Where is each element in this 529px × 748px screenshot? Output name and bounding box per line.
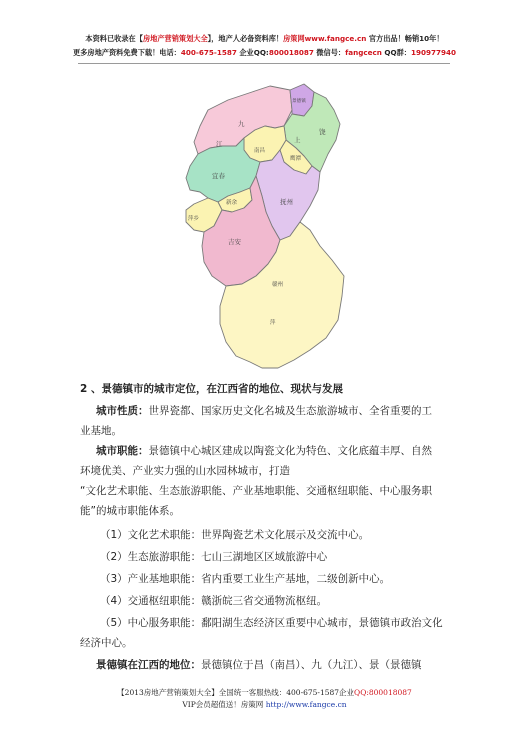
city-function-text: 景德镇中心城区建成以陶瓷文化为特色、文化底蕴丰厚、自然: [148, 445, 432, 457]
map-label-jingdezhen: 景德镇: [292, 99, 306, 104]
map-label-yichun: 宜春: [212, 172, 225, 180]
city-function-label: 城市职能：: [96, 445, 149, 457]
map-label-pingxiang: 萍乡: [188, 216, 200, 222]
function-item-2: （2）生态旅游职能：七山三湖地区区域旅游中心: [100, 551, 328, 563]
header-line-1: [0, 34, 529, 44]
wechat-id: fangcecn: [345, 48, 382, 57]
city-function-line-4: 能”的城市职能体系。: [80, 505, 180, 517]
map-label-jiang: 江: [216, 140, 223, 148]
footer-site-link[interactable]: http://www.fangce.cn: [265, 700, 347, 709]
jiangxi-status-line: [96, 658, 422, 672]
site-link[interactable]: 房策网www.fangce.cn: [283, 34, 367, 43]
header-divider: [78, 63, 450, 64]
header-line-2: [0, 48, 529, 58]
header-text: 微信号：: [313, 48, 346, 57]
function-item-1: （1）文化艺术职能：世界陶瓷艺术文化展示及交流中心。: [100, 529, 370, 541]
header-text: QQ群：: [381, 48, 411, 57]
map-label-ping: 萍: [270, 320, 276, 326]
city-nature-label: 城市性质：: [96, 405, 149, 417]
city-function-line-2: 环境优美、产业实力强的山水园林城市，打造: [80, 465, 290, 477]
city-function-line-1: [96, 444, 432, 458]
footer-line-1: [0, 687, 529, 698]
header-text: 】，地产人必备资料库！: [207, 34, 284, 43]
city-nature-line-2: 业基地。: [80, 425, 122, 437]
phone-number: 400-675-1587: [180, 48, 237, 57]
header-text: 官方出品！畅销10年！: [366, 34, 444, 43]
section-heading: 2 、景德镇市的城市定位，在江西省的地位、现状与发展: [80, 383, 343, 395]
jiangxi-status-text: 景德镇位于昌（南昌）、九（九江）、景（景德镇: [201, 659, 422, 671]
header-text: 更多房地产资料免费下载！电话：: [73, 48, 181, 57]
qq-number: 800018087: [268, 48, 314, 57]
city-nature-text: 世界瓷都、国家历史文化名城及生态旅游城市、全省重要的工: [148, 405, 432, 417]
footer-text: 【2013房地产营销策划大全】全国统一客服热线：400-675-1587企业: [117, 688, 355, 697]
map-label-rao: 饶: [319, 128, 326, 136]
map-label-yingtan: 鹰潭: [290, 156, 302, 162]
footer-text: VIP会员超值送！房策网: [182, 700, 266, 709]
jiangxi-status-label: 景德镇在江西的地位：: [96, 659, 201, 671]
function-item-3: （3）产业基地职能：省内重要工业生产基地，二级创新中心。: [100, 573, 391, 585]
jiangxi-province-map: [180, 80, 348, 372]
map-label-xinyu: 新余: [226, 200, 238, 206]
qq-group-number: 190977940: [410, 48, 456, 57]
map-label-shang: 上: [294, 136, 301, 144]
map-label-jian: 吉安: [228, 238, 241, 246]
map-label-jiu: 九: [238, 120, 245, 128]
footer-line-2: [0, 699, 529, 710]
map-label-fuzhou: 抚州: [280, 198, 293, 206]
city-function-line-3: “文化艺术职能、生态旅游职能、产业基地职能、交通枢纽职能、中心服务职: [80, 485, 432, 497]
map-label-ganzhou: 赣州: [272, 282, 284, 288]
function-item-5: （5）中心服务职能：鄱阳湖生态经济区重要中心城市，景德镇市政治文化: [100, 617, 443, 629]
header-text: 企业QQ:: [236, 48, 269, 57]
map-label-nanchang: 南昌: [254, 148, 266, 154]
function-item-5-cont: 经济中心。: [80, 637, 133, 649]
city-nature-line-1: [96, 404, 432, 418]
header-text: 本资料已收录在【: [85, 34, 143, 43]
footer-qq: QQ:800018087: [354, 688, 412, 697]
book-link[interactable]: 房地产营销策划大全: [142, 34, 208, 43]
function-item-4: （4）交通枢纽职能：赣浙皖三省交通物流枢纽。: [100, 595, 328, 607]
